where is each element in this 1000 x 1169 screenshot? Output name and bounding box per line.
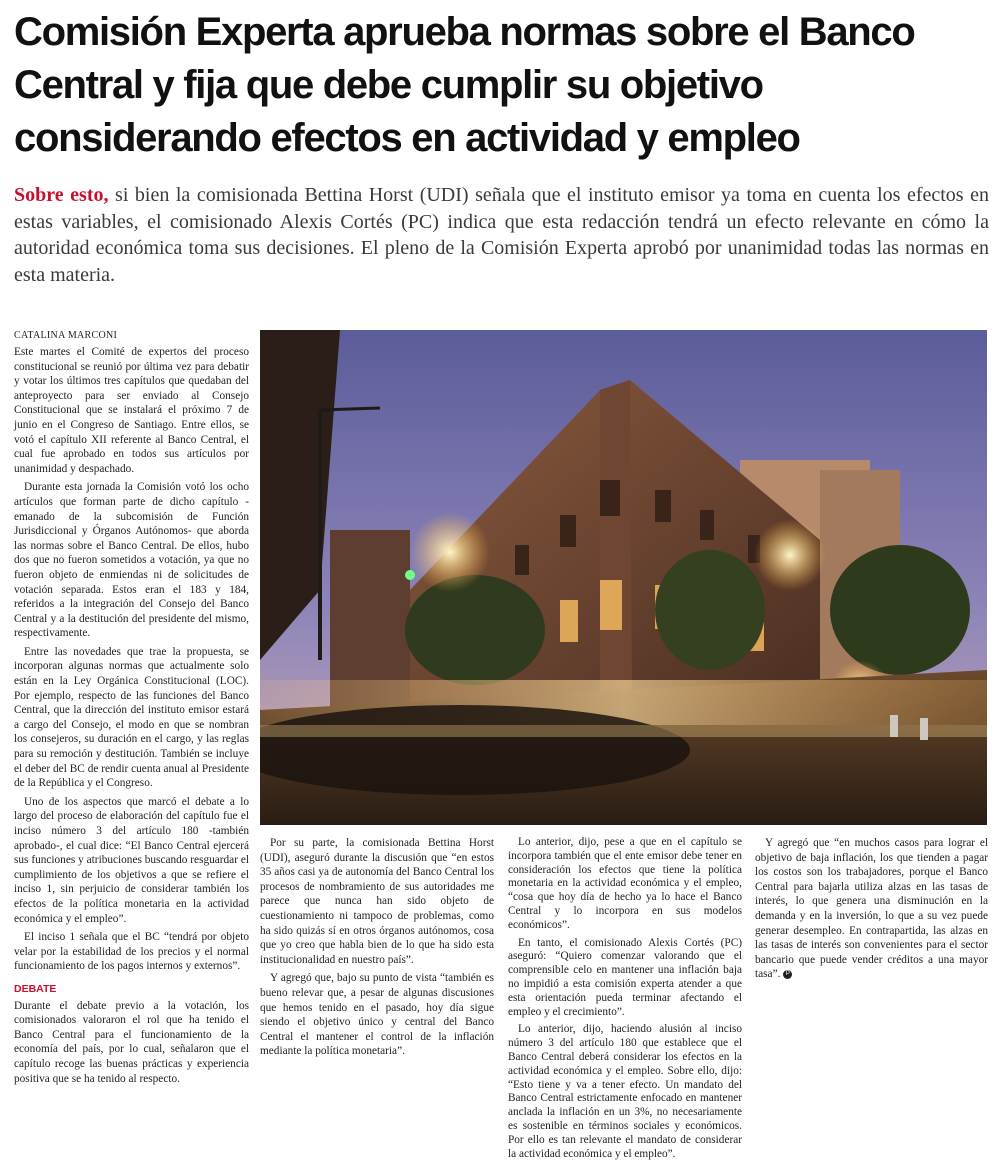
section-subhead: DEBATE: [14, 982, 57, 995]
body-paragraph: Entre las novedades que trae la propuesta, se incorporan algunas normas que actualmente solo están en la Ley Orgánica Constitucional (LOC). Por ejemplo, respecto de las funciones del Banco Central, que la dirección del instituto emisor estará a cargo del Consejo, el modo en que se nombran los consejeros, su duración en el cargo, y las reglas para su remoción y destitución. También se incluye el deber del BC de rendir cuenta anual al Presidente de la República y el Congreso.: [14, 645, 249, 790]
end-of-article-icon: P: [783, 970, 792, 979]
body-paragraph: Y agregó que, bajo su punto de vista “también es bueno relevar que, a pesar de algunas discusiones que hemos tenido en el pasado, hoy día sigue siendo el objetivo único y central del Banco Central el mantener el control de la inflación mediante la política monetaria”.: [260, 972, 494, 1058]
body-paragraph: Lo anterior, dijo, pese a que en el capítulo se incorpora también que el ente emisor debe tener en consideración los efectos que tiene la política monetaria en la actividad económica y el empleo, “cosa que hoy día de hecho ya lo hace el Banco Central y lo incorpora en sus modelos económicos”.: [508, 836, 742, 931]
lead-kicker: Sobre esto,: [14, 184, 109, 206]
lead-paragraph: [14, 182, 989, 288]
headline: Comisión Experta aprueba normas sobre el Banco Central y fija que debe cumplir su objetivo considerando efectos en actividad y empleo: [14, 10, 915, 160]
body-paragraph: Durante esta jornada la Comisión votó los ocho artículos que forman parte de dicho capítulo -emanado de la subcomisión de Función Jurisdiccional y Órganos Autónomos- que aborda las normas sobre el Banco Central. De ellos, hubo dos que no fueron sometidos a votación, ya que no fueron objeto de enmiendas ni de solicitudes de votación separada. Estos eran el 183 y 184, referidos a la integración del Consejo del Banco Central y a la destitución del presidente del mismo, respectivamente.: [14, 481, 249, 640]
body-column-3: [508, 836, 742, 1165]
body-paragraph: Lo anterior, dijo, haciendo alusión al inciso número 3 del artículo 180 que establece que el Banco Central deberá considerar los efectos en la actividad económica y el empleo. Sobre ello, dijo: “Esto tiene y va a tener efecto. Un mandato del Banco Central estrictamente enfocado en mantener anclada la inflación en un 3%, no necesariamente es sostenible en términos sociales y económicos. Por ello es tan relevante el mandato de considerar la actividad económica y el empleo”.: [508, 1023, 742, 1160]
body-paragraph: En tanto, el comisionado Alexis Cortés (PC) aseguró: “Quiero comenzar valorando que el comprensible celo en mantener una inflación baja no impidió a esta comisión experta atender a que esta orientación pueda terminar afectando el empleo y el crecimiento”.: [508, 936, 742, 1018]
body-column-1: [14, 345, 249, 1090]
body-paragraph: Durante el debate previo a la votación, los comisionados valoraron el rol que ha tenido el Banco Central para el funcionamiento de la economía del país, por lo cual, señalaron que el capítulo recoge las buenas prácticas y experiencia positiva que se ha tenido al respecto.: [14, 999, 249, 1085]
body-column-2: [260, 836, 494, 1063]
body-column-4: [755, 836, 988, 986]
body-paragraph-text: Y agregó que “en muchos casos para lograr el objetivo de baja inflación, los que tienden a pagar los costos son los trabajadores, porque el Banco Central para bajarla utiliza alzas en las tasas de interés, lo que genera una disminución en la demanda y en la inversión, lo que a su vez puede generar desempleo. En contrapartida, las alzas en las tasas de interés son convenientes para el sector bancario que puede vender créditos a una mayor tasa”.: [755, 837, 988, 981]
lead-text: si bien la comisionada Bettina Horst (UDI) señala que el instituto emisor ya toma en cuenta los efectos en estas variables, el comisionado Alexis Cortés (PC) indica que esta redacción tendrá un efecto relevante en cómo la autoridad económica toma sus decisiones. El pleno de la Comisión Experta aprobó por unanimidad todas las normas en esta materia.: [14, 184, 989, 286]
body-paragraph: Este martes el Comité de expertos del proceso constitucional se reunió por última vez para debatir y votar los últimos tres capítulos que quedaban del anteproyecto para ser enviado al Consejo Constitucional que se instalará el próximo 7 de junio en el Congreso de Santiago. Entre ellos, se votó el capítulo XII referente al Banco Central, el cual fue aprobado en todos sus artículos por unanimidad y despachado.: [14, 346, 249, 475]
body-paragraph: El inciso 1 señala que el BC “tendrá por objeto velar por la estabilidad de los precios y el normal funcionamiento de los pagos internos y externos”.: [14, 931, 249, 973]
bank-building-photo: [260, 330, 987, 825]
photo-illustration: [260, 330, 987, 825]
body-paragraph: Uno de los aspectos que marcó el debate a lo largo del proceso de elaboración del capítulo fue el inciso número 3 del artículo 180 -también aprobado-, el cual dice: “El Banco Central ejercerá sus funciones y atribuciones buscando resguardar el cumplimiento de los objetivos a que se refiere el inciso 1, sin perjuicio de considerar también los efectos de la política monetaria en la actividad económica y el empleo”.: [14, 795, 249, 925]
body-paragraph: [755, 836, 988, 982]
body-paragraph: Por su parte, la comisionada Bettina Horst (UDI), aseguró durante la discusión que “en estos 35 años casi ya de autonomía del Banco Central los procesos de nombramiento de sus autoridades me parece que nunca han sido objeto de cuestionamiento ni tampoco de problemas, como ha sido quizás sí en otros órganos autónomos, cosa que yo creo que habla bien de lo que ha sido esta institucionalidad en nuestro país”.: [260, 837, 494, 966]
byline: CATALINA MARCONI: [14, 330, 118, 341]
